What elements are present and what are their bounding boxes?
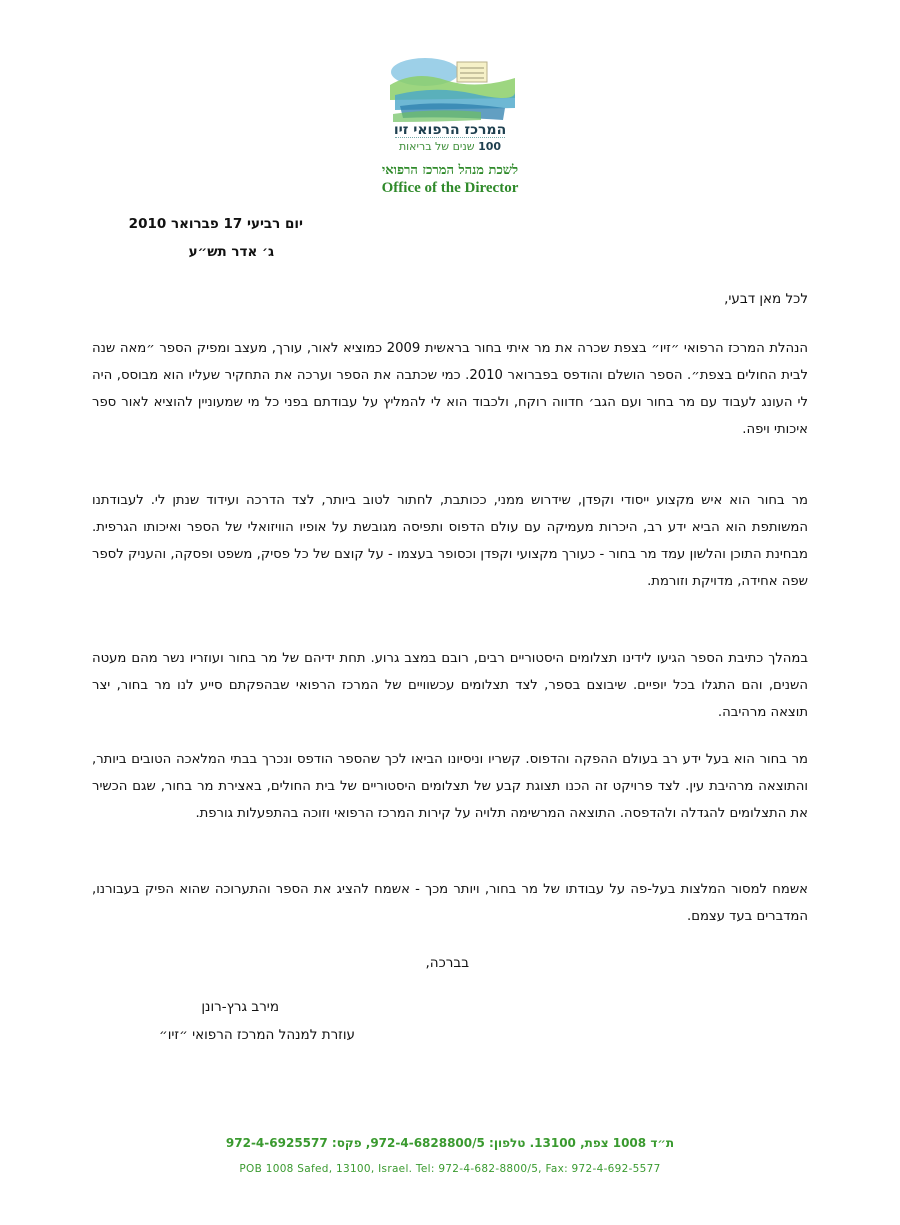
signer-name: מירב גרץ-רונן [201, 999, 279, 1015]
org-tagline [350, 140, 550, 153]
closing: בברכה, [425, 955, 469, 971]
paragraph-2: מר בחור הוא איש מקצוע ייסודי וקפדן, שידרוש ממני, ככותבת, לחתור לטוב ביותר, לצד הדרכה ועידוד שנתן לי. לעבודתנו המשותפת הוא הביא ידע רב, היכרות מעמיקה עם עולם הדפוס ותפיסה מגובשת על אופיו הוויזואלי של הספר ואיכותו הגרפית. מבחינת התוכן והלשון עמד מר בחור - כעורך מקצועי וקפדן וכסופר בעצמו - על קוצם של כל פסיק, משפט ופסקה, והעניק לספר שפה אחידה, מדויקת וזורמת. [92, 493, 808, 589]
signer-title: עוזרת למנהל המרכז הרפואי ״זיו״ [159, 1027, 355, 1043]
footer-english: POB 1008 Safed, 13100, Israel. Tel: 972-4-682-8800/5, Fax: 972-4-692-5577 [239, 1163, 661, 1175]
date-hebrew: ג׳ אדר תש״ע [188, 244, 274, 260]
date-gregorian: יום רביעי 17 פברואר 2010 [128, 216, 303, 232]
paragraph-5: אשמח למסור המלצות בעל-פה על עבודתו של מר בחור, ויותר מכך - אשמח להציג את הספר והתערוכה שהוא הפיק בעבורנו, המדברים בעד עצמם. [92, 882, 808, 924]
salutation: לכל מאן דבעי, [724, 291, 808, 307]
paragraph-4: מר בחור הוא בעל ידע רב בעולם ההפקה והדפוס. קשריו וניסיונו הביאו לכך שהספר הודפס ונכרך בבתי המלאכה הטובים ביותר, והתוצאה מרהיבת עין. לצד פרויקט זה הכנו תצוגת קבע של תצלומים היסטוריים של בית החולים, באצירת מר בחור, שגם הכשיר את התצלומים להגדלה ולהדפסה. התוצאה המרשימה תלויה על קירות המרכז הרפואי וזוכה בהתפעלות גורפת. [92, 752, 808, 821]
office-title-english: Office of the Director [381, 180, 519, 196]
tagline-text: שנים של בריאות [398, 140, 475, 153]
paragraph-1: הנהלת המרכז הרפואי ״זיו״ בצפת שכרה את מר איתי בחור בראשית 2009 כמוציא לאור, עורך, מעצב ומפיק הספר ״מאה שנה לבית החולים בצפת״. הספר הושלם והודפס בפברואר 2010. כמי שכתבה את הספר וערכה את התחקיר שעליו הוא מבוסס, היה לי העונג לעבוד עם מר בחור ועם הגב׳ חדווה רוקח, ולכבוד הוא לי להמליץ על עבודתם בפני כל מי שמעוניין להוציא לאור ספר איכותי ויפה. [92, 341, 809, 437]
office-title-hebrew: לשכת מנהל המרכז הרפואי [381, 163, 519, 178]
tagline-number: 100 [478, 140, 502, 153]
org-name: המרכז הרפואי זיו [393, 122, 507, 138]
logo-divider [395, 137, 505, 138]
paragraph-3: במהלך כתיבת הספר הגיעו לידינו תצלומים היסטוריים רבים, רובם במצב גרוע. תחת ידיהם של מר בחור ועוזריו נשר מהם מעטה השנים, והם התגלו בכל יופיים. שיבוצם בספר, לצד תצלומים עכשוויים של המרכז הרפואי שבהפקתם סייע לנו מר בחור, יצר תוצאה מרהיבה. [92, 651, 808, 720]
footer-hebrew: ת״ד 1008 צפת, 13100. טלפון: 972-4-6828800/5, פקס: 972-4-6925577 [225, 1136, 675, 1150]
